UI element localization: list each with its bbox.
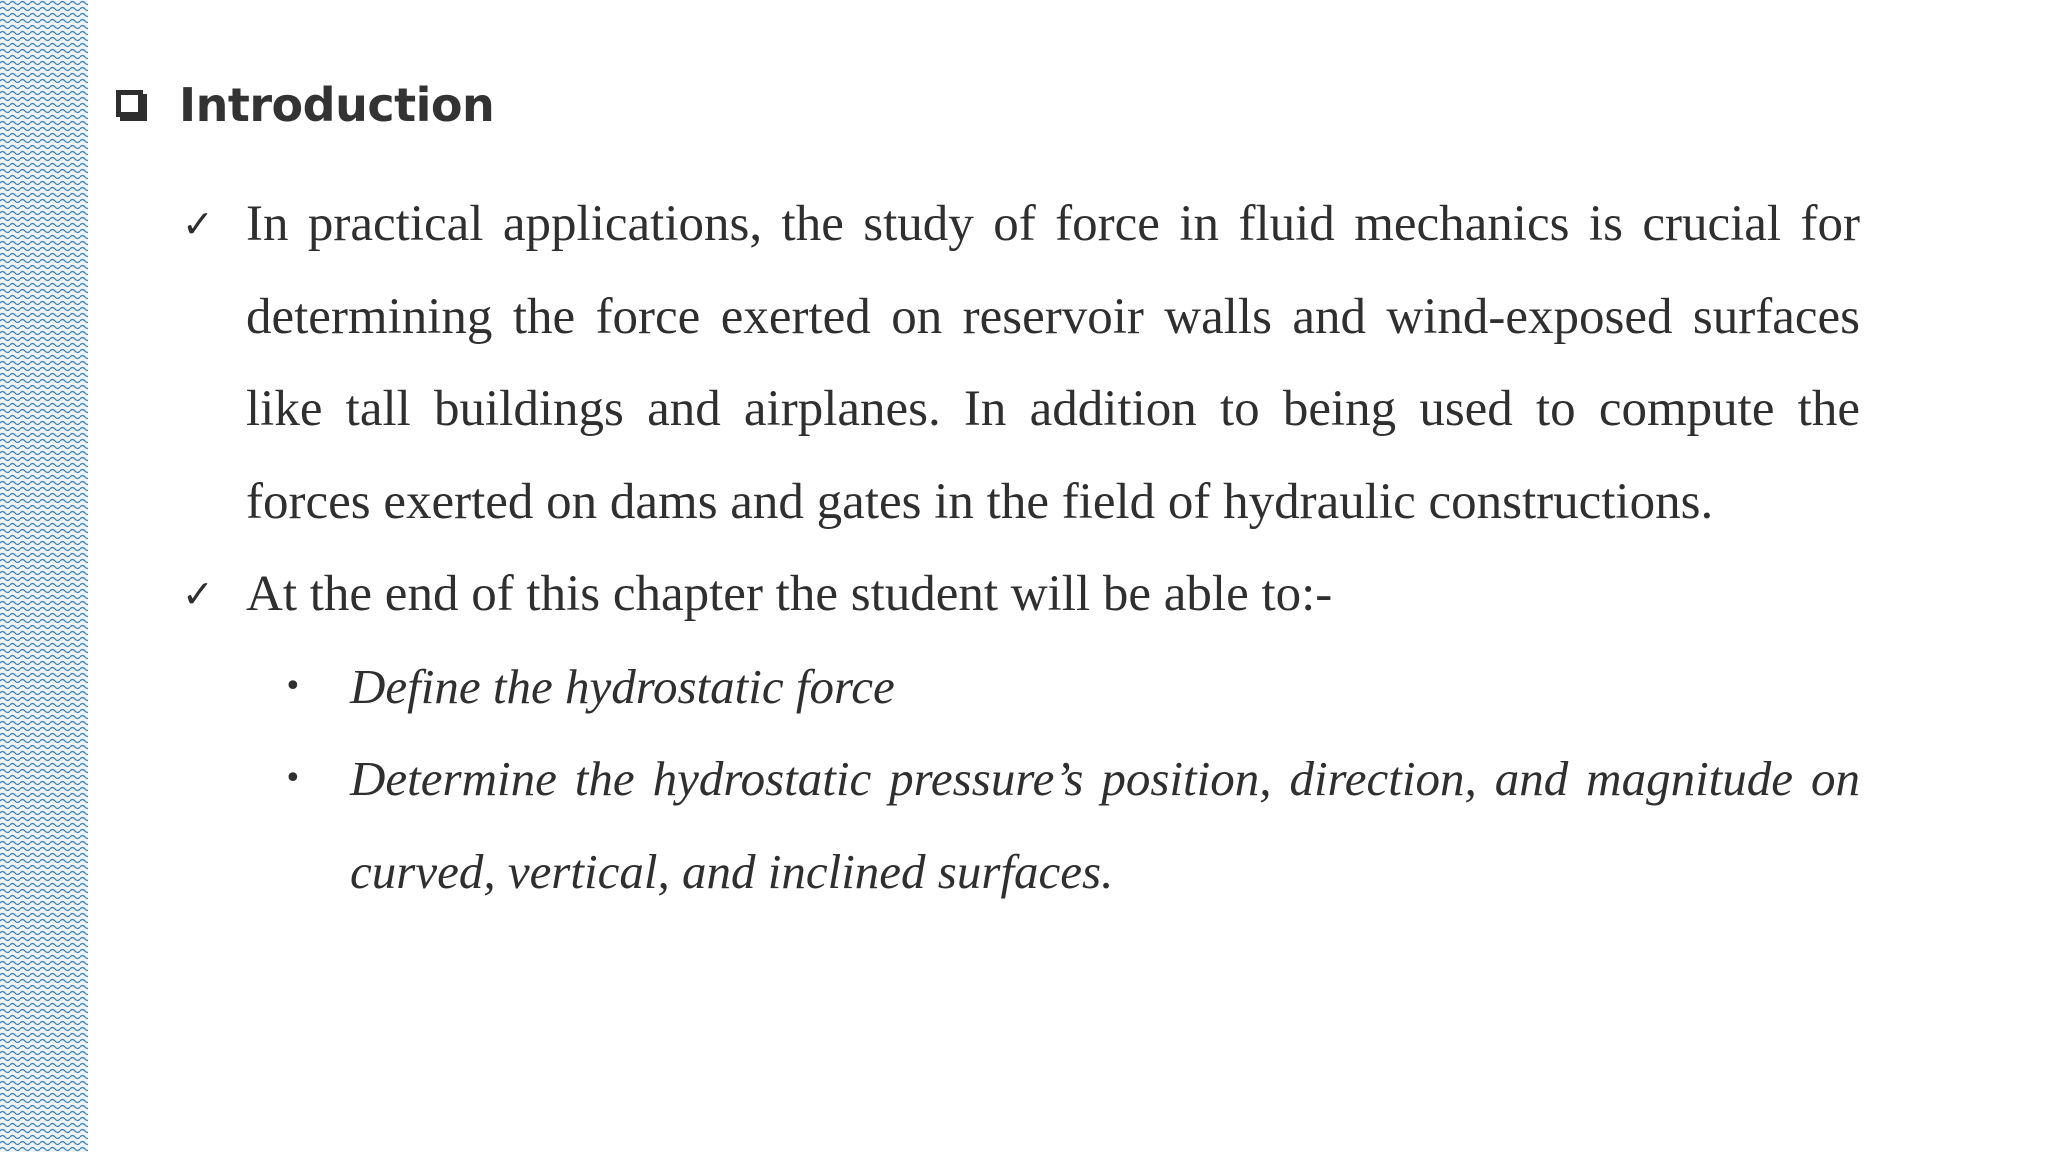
objective-item — [180, 641, 1860, 734]
objective-text: Determine the hydrostatic pressure’s position, direction, and magnitude on curved, vertical, and inclined surfaces. — [350, 751, 1860, 899]
bullet-point — [180, 178, 1860, 548]
square-bullet-icon — [116, 90, 143, 117]
slide-body — [180, 178, 1860, 918]
heading-title: Introduction — [179, 78, 495, 132]
bullet-point-text: At the end of this chapter the student will be able to:- — [246, 566, 1333, 622]
objective-text: Define the hydrostatic force — [350, 658, 895, 714]
wave-pattern-icon — [0, 0, 88, 1152]
bullet-point-text: In practical applications, the study of force in fluid mechanics is crucial for determining the force exerted on reservoir walls and wind-exposed surfaces like tall buildings and airplanes. In addition to being used to compute the forces exerted on dams and gates in the field of hydraulic constructions. — [246, 196, 1860, 530]
slide-heading — [112, 72, 494, 138]
objective-item — [180, 733, 1860, 918]
checkmark-icon: ✓ — [182, 572, 214, 616]
side-pattern-band — [0, 0, 88, 1152]
dot-bullet-icon: • — [284, 761, 302, 796]
dot-bullet-icon: • — [284, 668, 302, 704]
checkmark-icon: ✓ — [182, 202, 214, 246]
bullet-point — [180, 548, 1860, 641]
